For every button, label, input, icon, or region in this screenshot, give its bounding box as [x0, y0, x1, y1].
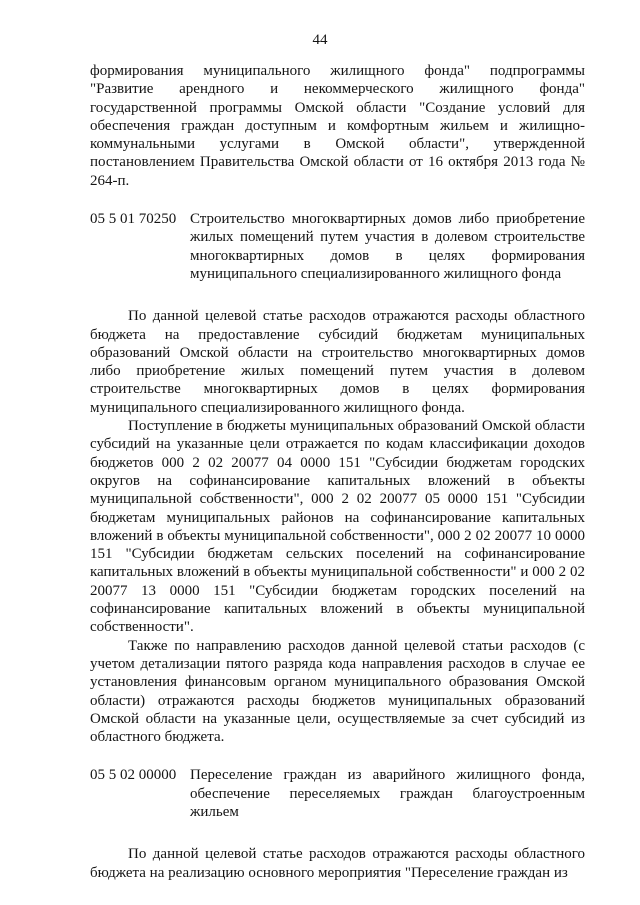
body-paragraph: Поступление в бюджеты муниципальных образований Омской области субсидий на указанные цели отражается по кодам классификации доходов бюджетов 000 2 02 20077 04 0000 151 "Субсидии бюджетам городских округов на софинансирование капитальных вложений в объекты муниципальной собственности", 000 2 02 20077 05 0000 151 "Субсидии бюджетам муниципальных районов на софинансирование капитальных вложений в объекты муниципальной собственности", 000 2 02 20077 10 0000 151 "Субсидии бюджетам сельских поселений на софинансирование капитальных вложений в объекты муниципальной собственности" и 000 2 02 20077 13 0000 151 "Субсидии бюджетам городских поселений на софинансирование капитальных вложений в объекты муниципальной собственности". [90, 418, 585, 636]
page-number: 44 [312, 32, 328, 48]
intro-paragraph: формирования муниципального жилищного фонда" подпрограммы "Развитие арендного и некоммерческого жилищного фонда" государственной программы Омской области "Создание условий для обеспечения граждан доступным и комфортным жильем и жилищно-коммунальными услугами в Омской области", утвержденной постановлением Правительства Омской области от 16 октября 2013 года № 264-п. [90, 63, 585, 189]
body-paragraph: По данной целевой статье расходов отражаются расходы областного бюджета на предоставление субсидий бюджетам муниципальных образований Омской области на строительство многоквартирных домов либо приобретение жилых помещений путем участия в долевом строительстве многоквартирных домов в целях формирования муниципального специализированного жилищного фонда. [90, 308, 585, 416]
section-title: Переселение граждан из аварийного жилищного фонда, обеспечение переселяемых граждан благоустроенным жильем [190, 767, 585, 820]
body-paragraph: Также по направлению расходов данной целевой статьи расходов (с учетом детализации пятого разряда кода направления расходов в случае ее установления финансовым органом муниципального образования Омской области) отражаются расходы бюджетов муниципальных образований Омской области на указанные цели, осуществляемые за счет субсидий из областного бюджета. [90, 637, 585, 746]
document-body [90, 62, 585, 882]
section-heading-05-5-02-00000 [90, 766, 585, 821]
section-code: 05 5 01 70250 [90, 211, 177, 228]
section-heading-05-5-01-70250 [90, 210, 585, 283]
body-paragraph: По данной целевой статье расходов отражаются расходы областного бюджета на реализацию основного мероприятия "Переселение граждан из [90, 846, 585, 881]
section-title: Строительство многоквартирных домов либо приобретение жилых помещений путем участия в долевом строительстве многоквартирных домов в целях формирования муниципального специализированного жилищного фонда [190, 211, 585, 282]
section-code: 05 5 02 00000 [90, 767, 177, 784]
